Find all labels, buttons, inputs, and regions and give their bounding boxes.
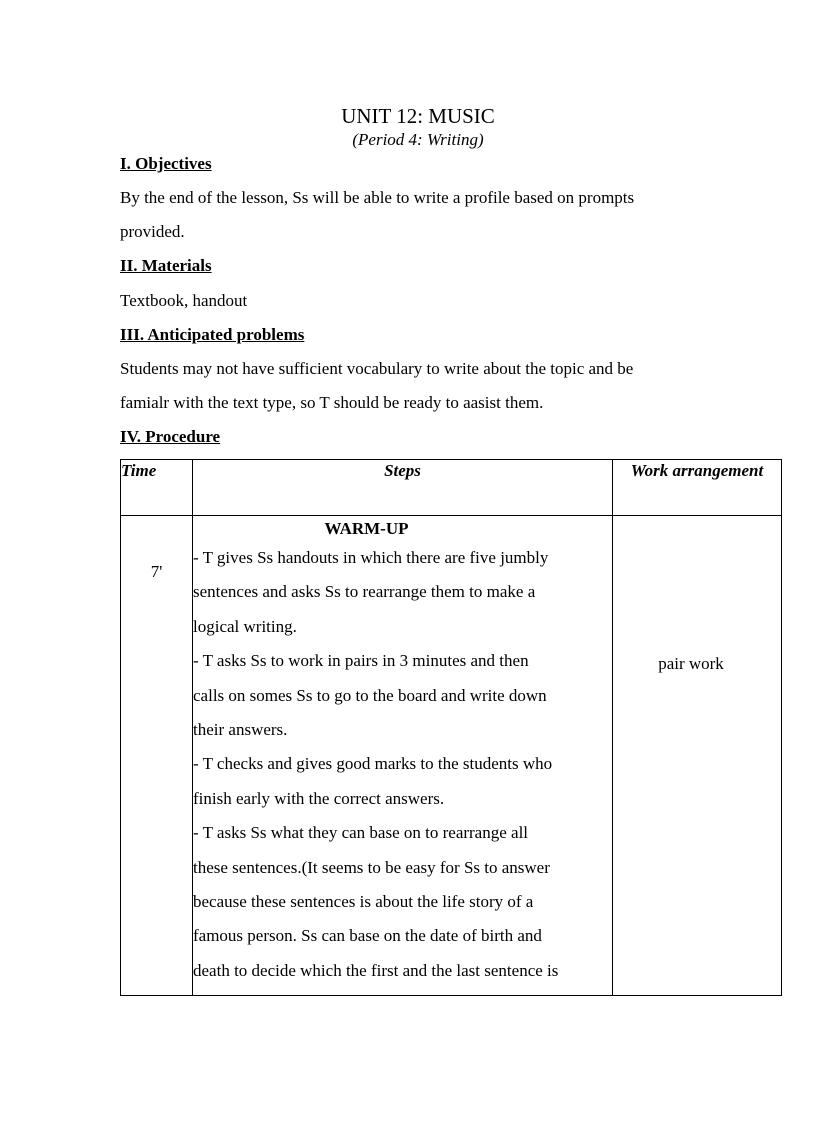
period-subtitle: (Period 4: Writing) — [352, 130, 484, 149]
time-cell — [121, 516, 193, 996]
stage-label: WARM-UP — [324, 519, 409, 538]
unit-title: UNIT 12: MUSIC — [341, 104, 495, 128]
procedure-heading: IV. Procedure — [120, 427, 221, 446]
objectives-heading: I. Objectives — [120, 154, 212, 173]
step-line: because these sentences is about the life story of a — [193, 892, 534, 912]
table-header-row — [121, 460, 782, 516]
step-line: death to decide which the first and the last sentence is — [193, 960, 559, 980]
work-arrangement-value: pair work — [658, 654, 724, 673]
problems-text-line-2: famialr with the text type, so T should be ready to aasist them. — [120, 393, 544, 412]
steps-cell — [193, 516, 613, 996]
objectives-text-line-2: provided. — [120, 222, 185, 241]
work-arrangement-cell — [613, 516, 782, 996]
header-steps: Steps — [193, 460, 613, 516]
materials-text: Textbook, handout — [120, 291, 248, 310]
step-line: sentences and asks Ss to rearrange them to make a — [193, 582, 536, 602]
step-line: - T asks Ss to work in pairs in 3 minutes and then — [193, 651, 529, 671]
step-line: - T gives Ss handouts in which there are five jumbly — [193, 548, 549, 567]
step-line: finish early with the correct answers. — [193, 788, 445, 808]
header-work-arrangement: Work arrangement — [613, 460, 782, 516]
step-line: famous person. Ss can base on the date of birth and — [193, 926, 542, 946]
step-line: their answers. — [193, 720, 288, 740]
problems-text-line-1: Students may not have sufficient vocabulary to write about the topic and be — [120, 359, 634, 378]
table-row — [121, 516, 782, 996]
header-time: Time — [121, 460, 193, 516]
step-line: - T checks and gives good marks to the students who — [193, 754, 553, 774]
step-line: - T asks Ss what they can base on to rearrange all — [193, 823, 529, 843]
procedure-table — [120, 459, 782, 996]
objectives-text-line-1: By the end of the lesson, Ss will be able to write a profile based on prompts — [120, 188, 635, 207]
step-line: calls on somes Ss to go to the board and write down — [193, 685, 547, 705]
step-line: these sentences.(It seems to be easy for Ss to answer — [193, 857, 550, 877]
problems-heading: III. Anticipated problems — [120, 325, 305, 344]
time-value: 7' — [150, 562, 163, 581]
step-line: logical writing. — [193, 616, 297, 636]
materials-heading: II. Materials — [120, 256, 212, 275]
